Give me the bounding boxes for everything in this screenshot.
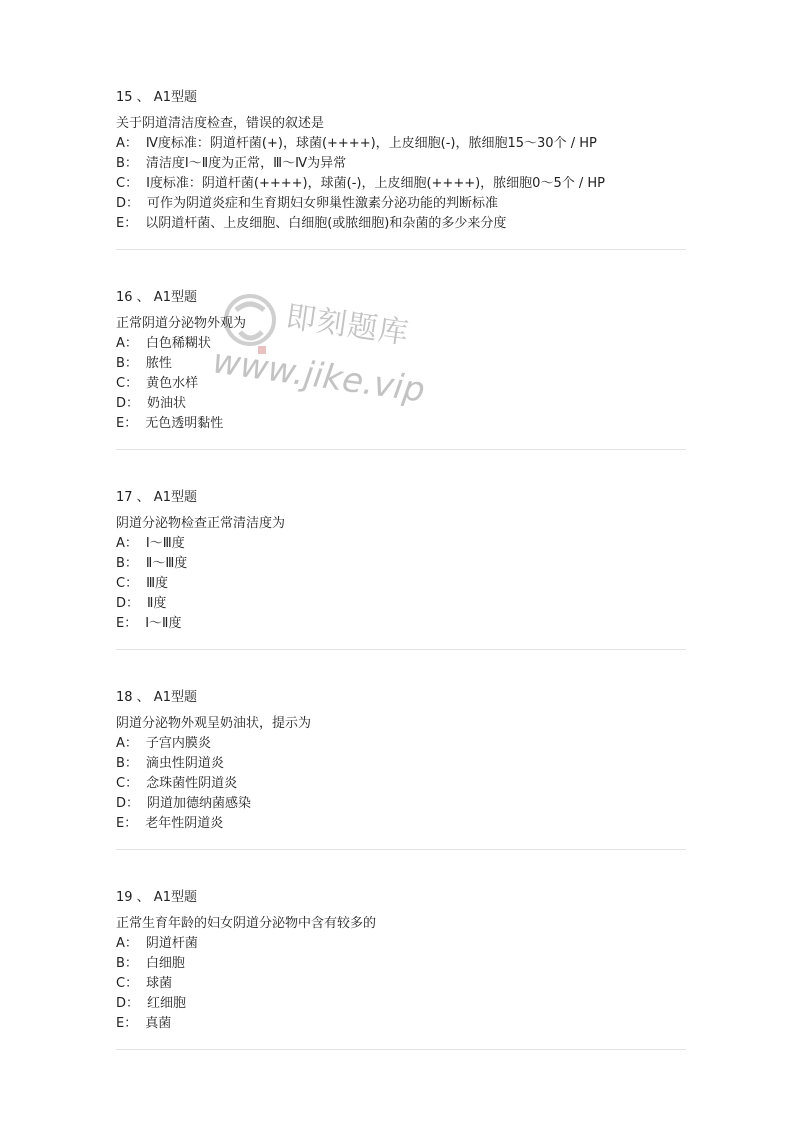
option-label: B：: [116, 756, 138, 771]
option-d[interactable]: [116, 794, 686, 814]
option-text: 无色透明黏性: [145, 416, 224, 431]
option-b[interactable]: [116, 754, 686, 774]
option-label: C：: [116, 776, 139, 791]
option-label: C：: [116, 176, 139, 191]
question-stem: 阴道分泌物检查正常清洁度为: [116, 516, 286, 531]
question-divider: [116, 849, 686, 850]
option-text: 念珠菌性阴道炎: [146, 776, 238, 791]
option-a[interactable]: [116, 334, 686, 354]
option-text: 子宫内膜炎: [145, 736, 211, 751]
option-text: 阴道杆菌: [145, 936, 198, 951]
option-text: 白细胞: [145, 956, 185, 971]
option-c[interactable]: [116, 774, 686, 794]
question-block-19: [116, 888, 686, 1034]
option-text: 黄色水样: [146, 376, 199, 391]
option-text: Ⅰ度标准：阴道杆菌(++++)，球菌(-)，上皮细胞(++++)，脓细胞0～5个 / HP: [146, 176, 605, 191]
question-block-16: [116, 288, 686, 434]
question-header: 15 、 A1型题: [116, 90, 197, 105]
option-e[interactable]: [116, 1014, 686, 1034]
option-text: Ⅱ～Ⅲ度: [145, 556, 188, 571]
option-label: D：: [116, 796, 140, 811]
option-label: A：: [116, 936, 138, 951]
option-e[interactable]: [116, 614, 686, 634]
option-a[interactable]: [116, 734, 686, 754]
option-text: 阴道加德纳菌感染: [147, 796, 252, 811]
option-text: 奶油状: [147, 396, 187, 411]
option-c[interactable]: [116, 174, 686, 194]
question-header: 16 、 A1型题: [116, 290, 197, 305]
option-label: C：: [116, 576, 139, 591]
option-e[interactable]: [116, 214, 686, 234]
option-label: A：: [116, 736, 138, 751]
option-label: E：: [116, 416, 138, 431]
option-text: Ⅳ度标准：阴道杆菌(+)，球菌(++++)，上皮细胞(-)，脓细胞15～30个 / HP: [145, 136, 597, 151]
option-label: E：: [116, 816, 138, 831]
watermark-brand: 即刻题库: [283, 299, 412, 352]
option-text: Ⅲ度: [146, 576, 169, 591]
option-text: Ⅰ～Ⅱ度: [145, 616, 182, 631]
option-d[interactable]: [116, 994, 686, 1014]
option-label: A：: [116, 336, 138, 351]
question-stem: 正常生育年龄的妇女阴道分泌物中含有较多的: [116, 916, 377, 931]
option-label: C：: [116, 376, 139, 391]
question-divider: [116, 249, 686, 250]
option-label: D：: [116, 396, 140, 411]
option-d[interactable]: [116, 394, 686, 414]
question-divider: [116, 649, 686, 650]
option-b[interactable]: [116, 954, 686, 974]
option-label: E：: [116, 216, 138, 231]
question-stem: 阴道分泌物外观呈奶油状，提示为: [116, 716, 312, 731]
question-block-17: [116, 488, 686, 634]
option-text: 可作为阴道炎症和生育期妇女卵巢性激素分泌功能的判断标准: [147, 196, 499, 211]
question-header: 17 、 A1型题: [116, 490, 197, 505]
option-label: D：: [116, 596, 140, 611]
option-text: 红细胞: [147, 996, 187, 1011]
option-label: B：: [116, 556, 138, 571]
question-block-18: [116, 688, 686, 834]
option-label: D：: [116, 196, 140, 211]
option-a[interactable]: [116, 134, 686, 154]
question-header: 19 、 A1型题: [116, 890, 197, 905]
option-text: 白色稀糊状: [145, 336, 211, 351]
option-label: D：: [116, 996, 140, 1011]
option-text: 清洁度Ⅰ～Ⅱ度为正常，Ⅲ～Ⅳ为异常: [145, 156, 347, 171]
option-text: 球菌: [146, 976, 173, 991]
option-label: B：: [116, 156, 138, 171]
option-label: A：: [116, 536, 138, 551]
question-divider: [116, 1049, 686, 1050]
option-b[interactable]: [116, 354, 686, 374]
option-text: Ⅱ度: [147, 596, 167, 611]
option-text: 老年性阴道炎: [145, 816, 224, 831]
option-text: 滴虫性阴道炎: [145, 756, 224, 771]
option-c[interactable]: [116, 374, 686, 394]
option-text: 脓性: [145, 356, 172, 371]
option-e[interactable]: [116, 814, 686, 834]
option-b[interactable]: [116, 154, 686, 174]
option-c[interactable]: [116, 574, 686, 594]
watermark-url: www.jike.vip: [210, 341, 428, 411]
option-label: A：: [116, 136, 138, 151]
option-c[interactable]: [116, 974, 686, 994]
option-d[interactable]: [116, 194, 686, 214]
option-label: B：: [116, 956, 138, 971]
option-a[interactable]: [116, 534, 686, 554]
option-a[interactable]: [116, 934, 686, 954]
question-block-15: [116, 88, 686, 234]
option-e[interactable]: [116, 414, 686, 434]
option-d[interactable]: [116, 594, 686, 614]
question-header: 18 、 A1型题: [116, 690, 197, 705]
option-text: 以阴道杆菌、上皮细胞、白细胞(或脓细胞)和杂菌的多少来分度: [145, 216, 507, 231]
question-stem: 正常阴道分泌物外观为: [116, 316, 247, 331]
option-label: C：: [116, 976, 139, 991]
option-label: B：: [116, 356, 138, 371]
option-text: Ⅰ～Ⅲ度: [145, 536, 185, 551]
option-b[interactable]: [116, 554, 686, 574]
option-label: E：: [116, 616, 138, 631]
option-text: 真菌: [145, 1016, 172, 1031]
option-label: E：: [116, 1016, 138, 1031]
question-stem: 关于阴道清洁度检查，错误的叙述是: [116, 116, 325, 131]
question-divider: [116, 449, 686, 450]
